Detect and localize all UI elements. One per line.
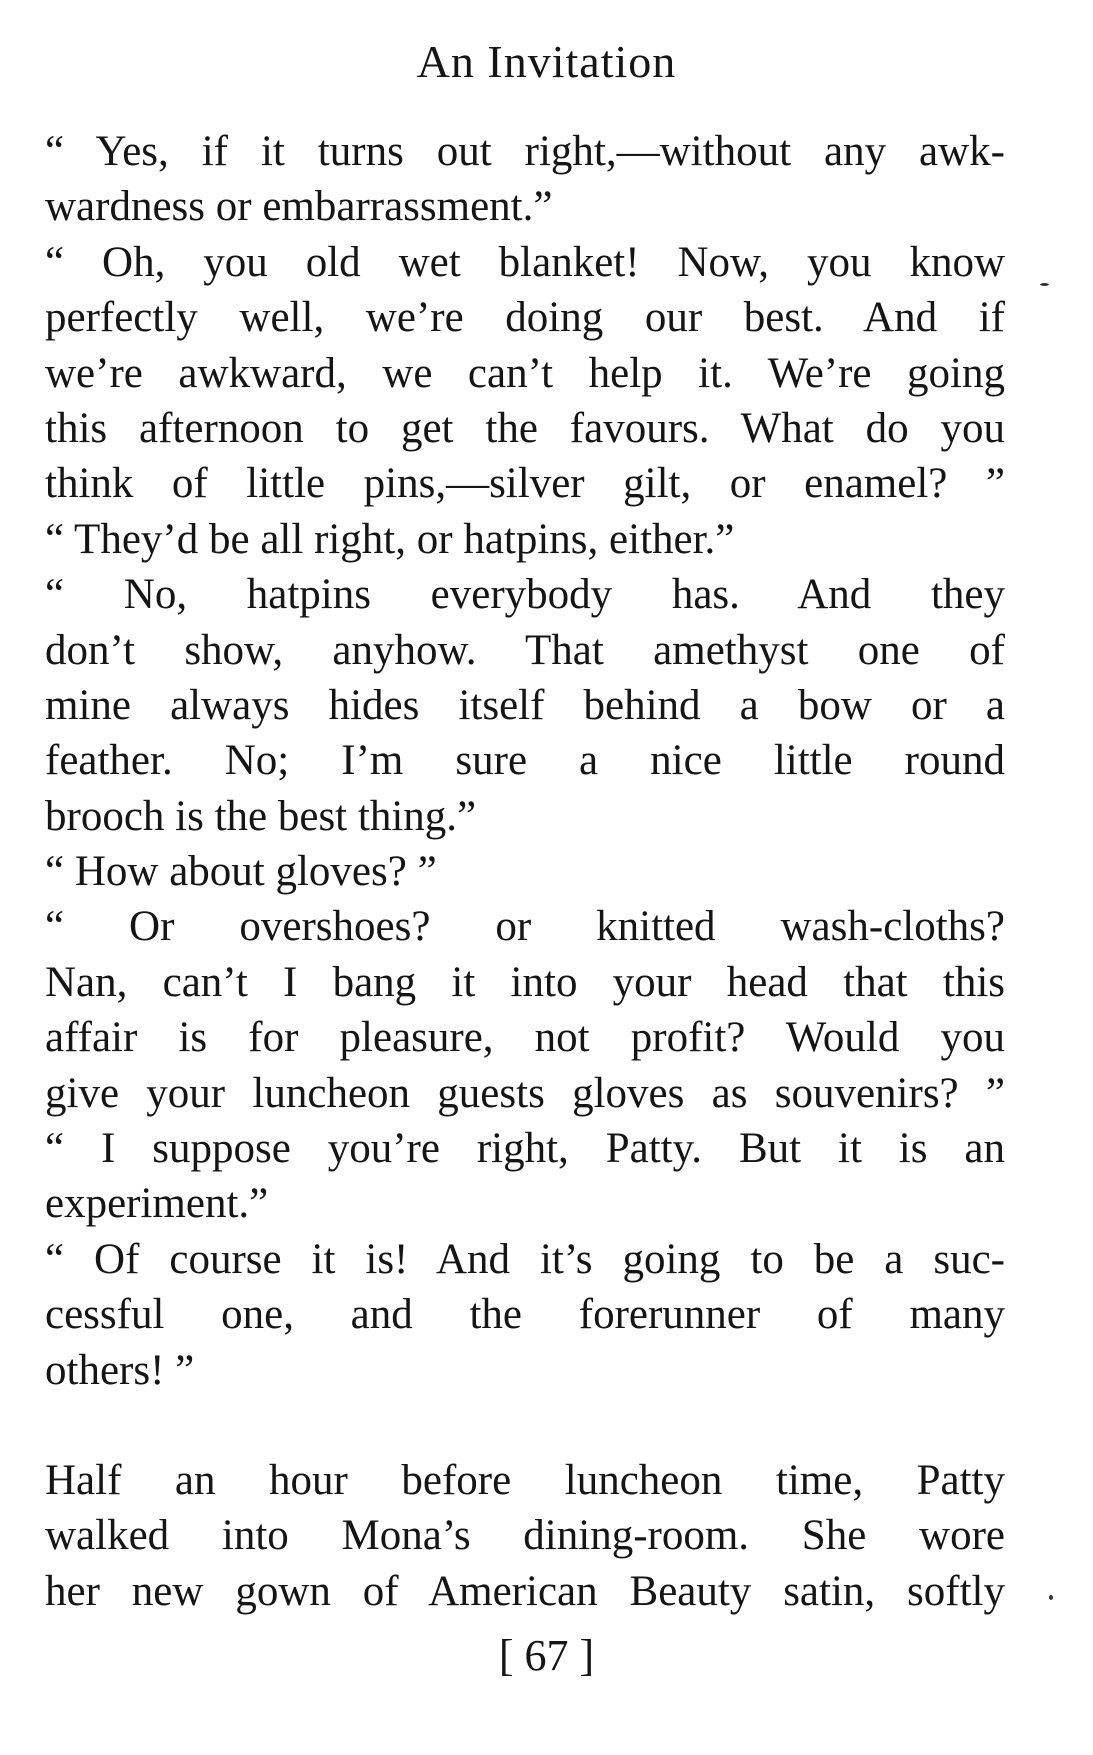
section-break bbox=[45, 1398, 1005, 1453]
text-line: walked into Mona’s dining-room. She wore bbox=[45, 1512, 1005, 1560]
page-number: [ 67 ] bbox=[498, 1631, 595, 1680]
text-line: Nan, can’t I bang it into your head that this bbox=[45, 958, 1005, 1006]
text-line: feather. No; I’m sure a nice little round bbox=[45, 737, 1005, 785]
text-line: “ Of course it is! And it’s going to be a suc- bbox=[45, 1235, 1005, 1283]
text-line: mine always hides itself behind a bow or a bbox=[45, 681, 1005, 729]
running-head: An Invitation bbox=[416, 36, 677, 87]
text-line: “ How about gloves? ” bbox=[45, 848, 437, 896]
text-line: “ I suppose you’re right, Patty. But it is an bbox=[45, 1125, 1005, 1173]
text-line: Half an hour before luncheon time, Patty bbox=[45, 1456, 1005, 1504]
text-line: others! ” bbox=[45, 1346, 195, 1394]
text-line: “ They’d be all right, or hatpins, either.” bbox=[45, 515, 735, 563]
ink-speck bbox=[1040, 283, 1049, 286]
text-line: “ Oh, you old wet blanket! Now, you know bbox=[45, 238, 1005, 286]
ink-speck bbox=[1049, 1595, 1053, 1600]
text-line: don’t show, anyhow. That amethyst one of bbox=[45, 626, 1005, 674]
text-line: wardness or embarrassment.” bbox=[45, 183, 553, 231]
text-line: her new gown of American Beauty satin, softly bbox=[45, 1567, 1005, 1615]
text-line: perfectly well, we’re doing our best. And if bbox=[45, 294, 1005, 342]
text-line: experiment.” bbox=[45, 1180, 269, 1228]
text-line: “ No, hatpins everybody has. And they bbox=[45, 571, 1005, 619]
text-line: “ Yes, if it turns out right,—without any awk- bbox=[45, 128, 1005, 175]
text-line: brooch is the best thing.” bbox=[45, 792, 477, 840]
text-line: “ Or overshoes? or knitted wash-cloths? bbox=[45, 903, 1005, 951]
body-text bbox=[45, 124, 1005, 1619]
text-line: affair is for pleasure, not profit? Would you bbox=[45, 1014, 1005, 1062]
text-line: we’re awkward, we can’t help it. We’re going bbox=[45, 349, 1005, 397]
text-line: cessful one, and the forerunner of many bbox=[45, 1291, 1005, 1339]
text-line: this afternoon to get the favours. What do you bbox=[45, 404, 1005, 452]
text-line: think of little pins,—silver gilt, or enamel? ” bbox=[45, 460, 1005, 508]
text-line: give your luncheon guests gloves as souvenirs? ” bbox=[45, 1069, 1005, 1117]
